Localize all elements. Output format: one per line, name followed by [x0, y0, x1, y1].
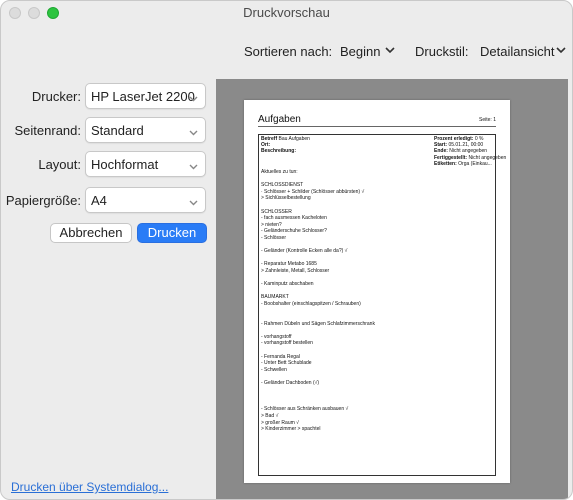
note-line — [261, 347, 375, 354]
paper-size-select[interactable] — [85, 187, 206, 213]
note-line — [261, 176, 375, 183]
meta-key: Fertiggestellt: — [434, 154, 468, 161]
preview-area[interactable] — [216, 79, 568, 499]
chevron-down-icon — [188, 195, 199, 213]
style-dropdown[interactable]: Detailansicht — [480, 44, 555, 59]
printer-value: HP LaserJet 2200 — [91, 89, 195, 104]
meta-key: Etiketten: — [434, 160, 457, 167]
sort-dropdown[interactable]: Beginn — [340, 44, 381, 59]
note-line: - Kaminputz abschaben — [261, 281, 314, 288]
note-line: - Schlösser aus Schränken ausbauen √ — [261, 406, 349, 413]
window-title: Druckvorschau — [243, 5, 330, 20]
style-label: Druckstil: — [415, 44, 469, 59]
note-line: > Sichlüsselbestellung — [261, 195, 311, 202]
chevron-down-icon — [188, 159, 199, 177]
chevron-down-icon — [188, 91, 199, 109]
note-line — [261, 275, 375, 282]
page-number: Seite: 1 — [479, 117, 496, 123]
note-line: - Geländerschuhe Schlosser? — [261, 228, 327, 235]
system-dialog-link[interactable]: Drucken über Systemdialog... — [11, 480, 169, 494]
note-line — [261, 307, 375, 314]
printer-select[interactable] — [85, 83, 206, 109]
title-bar — [1, 1, 572, 27]
note-line: - Boobshalter (einschlagspitzen / Schrauben) — [261, 300, 361, 307]
note-line: - Schwellen — [261, 366, 287, 373]
meta-key: Beschreibung: — [261, 148, 297, 155]
meta-value: Bau Aufgaben — [277, 136, 310, 142]
meta-left-column — [261, 136, 310, 155]
margin-value: Standard — [91, 123, 144, 138]
meta-key: Start: — [434, 142, 448, 149]
cancel-button[interactable]: Abbrechen — [50, 223, 132, 243]
meta-row — [261, 148, 310, 154]
note-line — [261, 373, 375, 380]
meta-value: Nicht angegeben — [467, 154, 507, 161]
note-line — [261, 387, 375, 394]
paper-size-value: A4 — [91, 193, 107, 208]
margin-label: Seitenrand: — [14, 123, 81, 138]
meta-key: Betreff — [261, 136, 278, 142]
task-detail-box — [258, 134, 507, 476]
note-line — [261, 393, 375, 400]
note-line: > Zahnleiste, Metall, Schlosser — [261, 267, 330, 274]
toolbar — [1, 39, 572, 67]
preview-page — [244, 100, 510, 483]
printer-label: Drucker: — [31, 89, 81, 104]
chevron-down-icon — [188, 125, 199, 143]
note-line: - Geländer (Kontrolle Ecken alle da?) √ — [261, 248, 348, 255]
note-line: - Rahmen Dübeln und Sägen Schlafzimmerschrank — [261, 320, 375, 327]
note-line: - Schlösser — [261, 234, 287, 241]
note-line: Aktuelles zu tun: — [261, 169, 298, 175]
layout-select[interactable] — [85, 151, 206, 177]
task-notes — [261, 169, 375, 433]
note-line: - Unter Bett Schublade — [261, 360, 312, 367]
style-chevron-down-icon[interactable] — [555, 44, 567, 56]
note-line: > Bad √ — [261, 412, 279, 419]
meta-value: 05.01.21, 00:00 — [447, 142, 484, 149]
note-line: - Geländer Dachboden (√) — [261, 380, 320, 386]
note-line: - fach ausmessen Kacheloten — [261, 215, 327, 222]
note-line: - Fernanda Regal — [261, 353, 300, 360]
meta-value: Nicht angegeben — [447, 148, 488, 155]
note-line: > Kinderzimmer > spachtel — [261, 426, 321, 433]
sort-label: Sortieren nach: — [244, 44, 333, 59]
document-title: Aufgaben — [258, 114, 301, 125]
note-line: SCHLOSSDIENST — [261, 182, 304, 189]
title-divider — [258, 126, 496, 127]
meta-value: Orga (Einkau... — [456, 160, 492, 167]
note-line — [261, 314, 375, 321]
margin-select[interactable] — [85, 117, 206, 143]
meta-right-column — [434, 136, 506, 167]
note-line: - vorhangstoff — [261, 333, 292, 340]
meta-row — [434, 161, 506, 167]
meta-value: 0 % — [473, 136, 484, 142]
note-line — [261, 327, 375, 334]
layout-value: Hochformat — [91, 157, 159, 172]
sort-chevron-down-icon[interactable] — [384, 44, 396, 56]
note-line: - Reparatur Metabo 1685 — [261, 261, 317, 268]
layout-label: Layout: — [38, 157, 81, 172]
note-line — [261, 288, 375, 295]
print-button[interactable]: Drucken — [137, 223, 207, 243]
note-line: > nieten? — [261, 221, 282, 228]
note-line: BAUMARKT — [261, 294, 289, 301]
note-line — [261, 255, 375, 262]
paper-size-label: Papiergröße: — [5, 193, 81, 208]
meta-key: Ort: — [261, 142, 271, 149]
note-line: > großer Raum √ — [261, 419, 299, 426]
note-line: - vorhangstoff bestellen — [261, 340, 313, 347]
note-line: SCHLOSSER — [261, 208, 292, 215]
note-line: · Schlösser + Schilder (Schlösser abbürsten) √ — [261, 188, 365, 195]
note-line — [261, 202, 375, 209]
meta-key: Prozent erledigt: — [434, 136, 474, 142]
meta-key: Ende: — [434, 148, 448, 155]
